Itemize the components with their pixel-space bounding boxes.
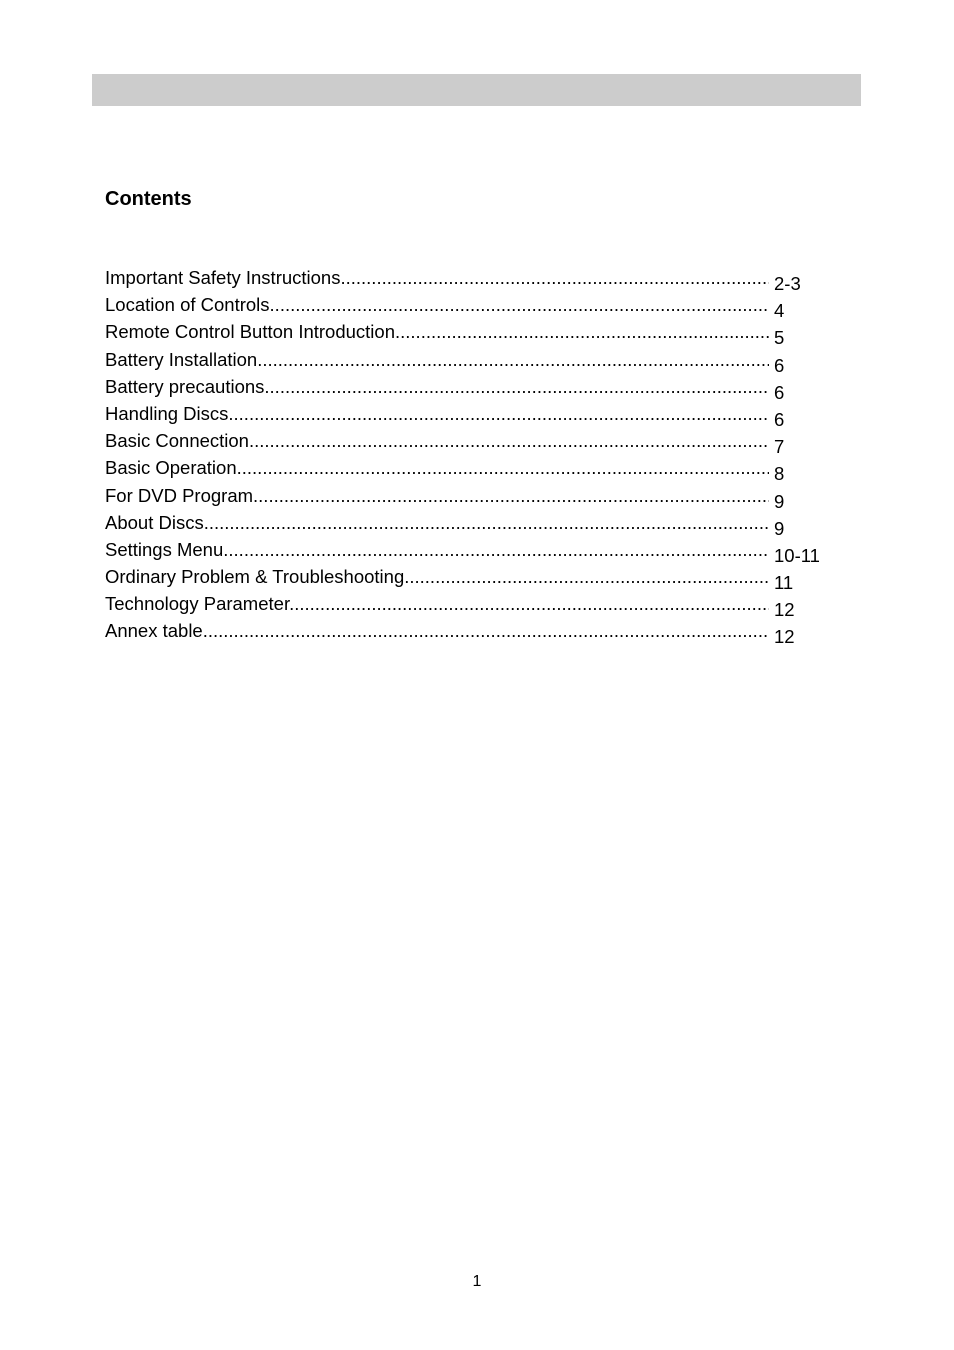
dot-leader (203, 620, 769, 641)
table-of-contents (105, 266, 845, 647)
toc-row[interactable] (105, 293, 845, 320)
dot-leader (270, 294, 769, 315)
toc-entry-label: Remote Control Button Introduction (105, 321, 395, 343)
page-number: 1 (472, 1273, 482, 1290)
toc-entry-label: Annex table (105, 620, 203, 642)
toc-entry-label: Settings Menu (105, 538, 224, 560)
toc-row[interactable] (105, 320, 845, 347)
toc-entry-label: Location of Controls (105, 294, 270, 316)
toc-entry (105, 484, 769, 508)
toc-page-number: 4 (774, 300, 785, 322)
toc-row[interactable] (105, 565, 845, 592)
dot-leader (228, 403, 769, 424)
dot-leader (204, 512, 769, 533)
toc-row[interactable] (105, 402, 845, 429)
toc-entry-label: For DVD Program (105, 484, 254, 506)
dot-leader (264, 376, 769, 397)
toc-entry-label: Basic Connection (105, 430, 249, 452)
toc-entry (105, 565, 769, 589)
dot-leader (340, 267, 769, 288)
toc-row[interactable] (105, 348, 845, 375)
dot-leader (289, 593, 769, 614)
toc-entry (105, 402, 769, 426)
toc-entry (105, 619, 769, 643)
dot-leader (404, 566, 769, 587)
toc-page-number: 12 (774, 599, 795, 621)
toc-page-number: 9 (774, 490, 785, 512)
toc-page-number: 6 (774, 408, 785, 430)
toc-page-number: 12 (774, 626, 795, 648)
toc-page-number: 7 (774, 436, 785, 458)
header-bar (92, 74, 861, 106)
toc-page-number: 11 (774, 572, 794, 594)
toc-entry (105, 348, 769, 372)
toc-page-number: 9 (774, 517, 785, 539)
toc-row[interactable] (105, 456, 845, 483)
toc-row[interactable] (105, 619, 845, 646)
toc-page-number: 8 (774, 463, 785, 485)
toc-entry-label: Important Safety Instructions (105, 267, 341, 288)
toc-entry-label: Technology Parameter (105, 593, 290, 615)
toc-page-number: 6 (774, 381, 785, 403)
toc-entry-label: Basic Operation (105, 457, 237, 479)
dot-leader (253, 485, 769, 506)
toc-page-number: 5 (774, 327, 785, 349)
dot-leader (223, 539, 769, 560)
toc-entry-label: Ordinary Problem & Troubleshooting (105, 566, 405, 588)
toc-entry (105, 429, 769, 453)
toc-page-number: 10-11 (774, 544, 820, 566)
dot-leader (249, 430, 769, 451)
toc-entry (105, 293, 769, 317)
page-title: Contents (105, 188, 192, 210)
dot-leader (237, 457, 769, 478)
toc-row[interactable] (105, 375, 845, 402)
dot-leader (257, 349, 769, 370)
toc-row[interactable] (105, 429, 845, 456)
toc-entry (105, 511, 769, 535)
toc-entry (105, 592, 769, 616)
toc-entry (105, 456, 769, 480)
toc-entry (105, 320, 769, 344)
toc-row[interactable] (105, 538, 845, 565)
toc-entry-label: Handling Discs (105, 402, 229, 424)
toc-entry (105, 538, 769, 562)
dot-leader (395, 321, 769, 342)
toc-page-number: 6 (774, 354, 785, 376)
toc-entry (105, 266, 769, 290)
toc-entry (105, 375, 769, 399)
toc-row[interactable] (105, 511, 845, 538)
toc-row[interactable] (105, 592, 845, 619)
toc-entry-label: About Discs (105, 511, 204, 533)
toc-page-number: 2-3 (774, 273, 801, 294)
toc-row[interactable] (105, 484, 845, 511)
toc-entry-label: Battery Installation (105, 348, 258, 370)
toc-row[interactable] (105, 266, 845, 293)
toc-entry-label: Battery precautions (105, 375, 265, 397)
